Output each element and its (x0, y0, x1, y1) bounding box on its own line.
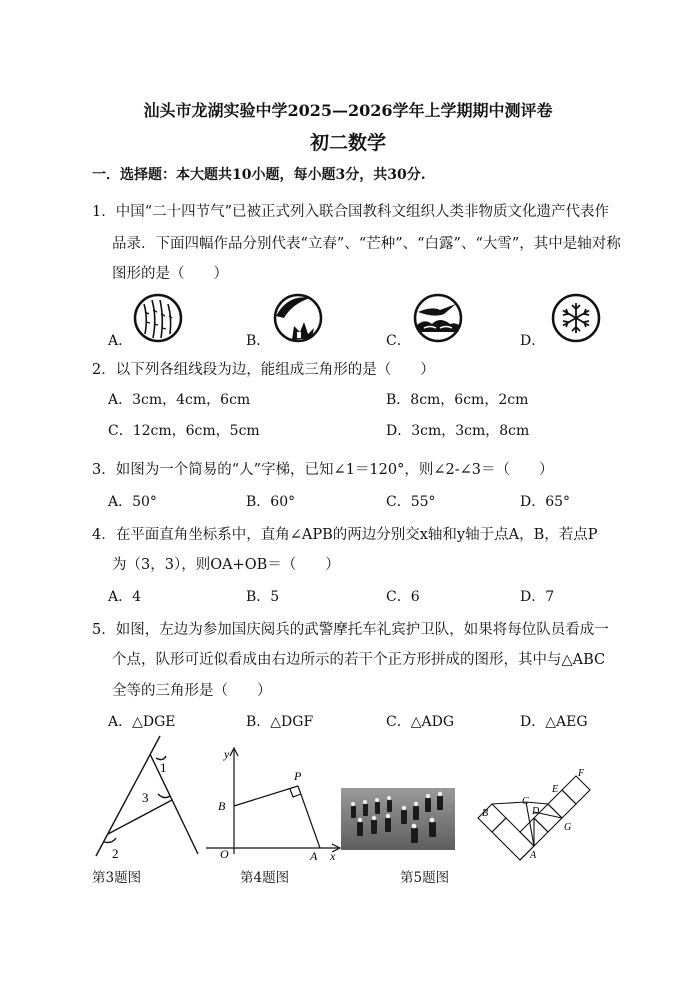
q1-option-c: C． (386, 333, 411, 349)
q5-option-c: C．△ADG (386, 714, 454, 730)
point-a-label-sq: A (530, 850, 537, 861)
angle-3-label: 3 (142, 790, 149, 805)
point-p-label: P (294, 769, 302, 783)
q2-option-b: B．8cm，6cm，2cm (386, 392, 529, 408)
angle-2-label: 2 (112, 846, 119, 861)
lichun-image (130, 292, 186, 344)
q2-option-d: D．3cm，3cm，8cm (386, 423, 530, 439)
q4-option-c: C．6 (386, 589, 420, 605)
exam-subtitle: 初二数学 (309, 132, 386, 154)
q2-option-c: C．12cm，6cm，5cm (108, 423, 260, 439)
q3-line-1: 3．如图为一个简易的“人”字梯，已知∠1＝120°，则∠2-∠3＝（ ） (92, 462, 554, 478)
q1-option-a: A． (108, 333, 133, 349)
figure-4-caption: 第4题图 (240, 870, 290, 886)
q4-line-1: 4．在平面直角坐标系中，直角∠APB的两边分别交x轴和y轴于点A，B，若点P (92, 527, 598, 543)
q1-line-1: 1．中国“二十四节气”已被正式列入联合国教科文组织人类非物质文化遗产代表作 (92, 204, 610, 220)
q2-line-1: 2．以下列各组线段为边，能组成三角形的是（ ） (92, 362, 435, 378)
bailu-image (410, 292, 466, 344)
q3-option-a: A．50° (108, 494, 157, 510)
q1-option-d: D． (520, 333, 546, 349)
figure-3-ladder (90, 734, 202, 862)
point-b-label-sq: B (482, 808, 489, 819)
q3-option-d: D．65° (520, 494, 571, 510)
section-heading: 一．选择题：本大题共10小题，每小题3分，共30分. (92, 167, 426, 183)
point-a-label: A (310, 849, 318, 862)
x-axis-label: x (330, 849, 336, 862)
point-e-label: E (552, 784, 559, 795)
point-b-label: B (218, 799, 226, 813)
q1-option-b: B． (246, 333, 271, 349)
q4-option-b: B．5 (246, 589, 280, 605)
q2-option-a: A．3cm，4cm，6cm (108, 392, 251, 408)
q5-line-3: 全等的三角形是（ ） (112, 683, 272, 699)
mangzhong-image (270, 292, 326, 344)
figure-4-axes (200, 744, 346, 862)
figure-5-squares-diagram (476, 766, 606, 862)
figure-5-caption: 第5题图 (400, 870, 450, 886)
point-f-label: F (578, 768, 585, 779)
q5-option-d: D．△AEG (520, 714, 588, 730)
figure-5-photo (341, 788, 455, 850)
point-c-label: C (522, 796, 529, 807)
q5-option-b: B．△DGF (246, 714, 314, 730)
daxue-image (548, 292, 604, 344)
exam-title: 汕头市龙湖实验中学2025—2026学年上学期期中测评卷 (143, 101, 553, 120)
y-axis-label: y (224, 747, 230, 761)
q3-option-c: C．55° (386, 494, 436, 510)
q1-line-3: 图形的是（ ） (112, 266, 228, 282)
q5-option-a: A．△DGE (108, 714, 176, 730)
point-d-label: D (532, 806, 540, 817)
q3-option-b: B．60° (246, 494, 296, 510)
q4-line-2: 为（3，3），则OA+OB＝（ ） (112, 557, 340, 573)
angle-1-label: 1 (160, 760, 167, 775)
q4-option-d: D．7 (520, 589, 555, 605)
figure-3-caption: 第3题图 (92, 870, 142, 886)
q5-line-2: 个点，队形可近似看成由右边所示的若干个正方形拼成的图形，其中与△ABC (112, 652, 606, 668)
origin-label: O (220, 847, 229, 861)
q4-option-a: A．4 (108, 589, 142, 605)
point-g-label: G (564, 822, 572, 833)
q5-line-1: 5．如图，左边为参加国庆阅兵的武警摩托车礼宾护卫队，如果将每位队员看成一 (92, 622, 609, 638)
q1-line-2: 品录．下面四幅作品分别代表“立春”、“芒种”、“白露”、“大雪”，其中是轴对称 (112, 236, 621, 252)
